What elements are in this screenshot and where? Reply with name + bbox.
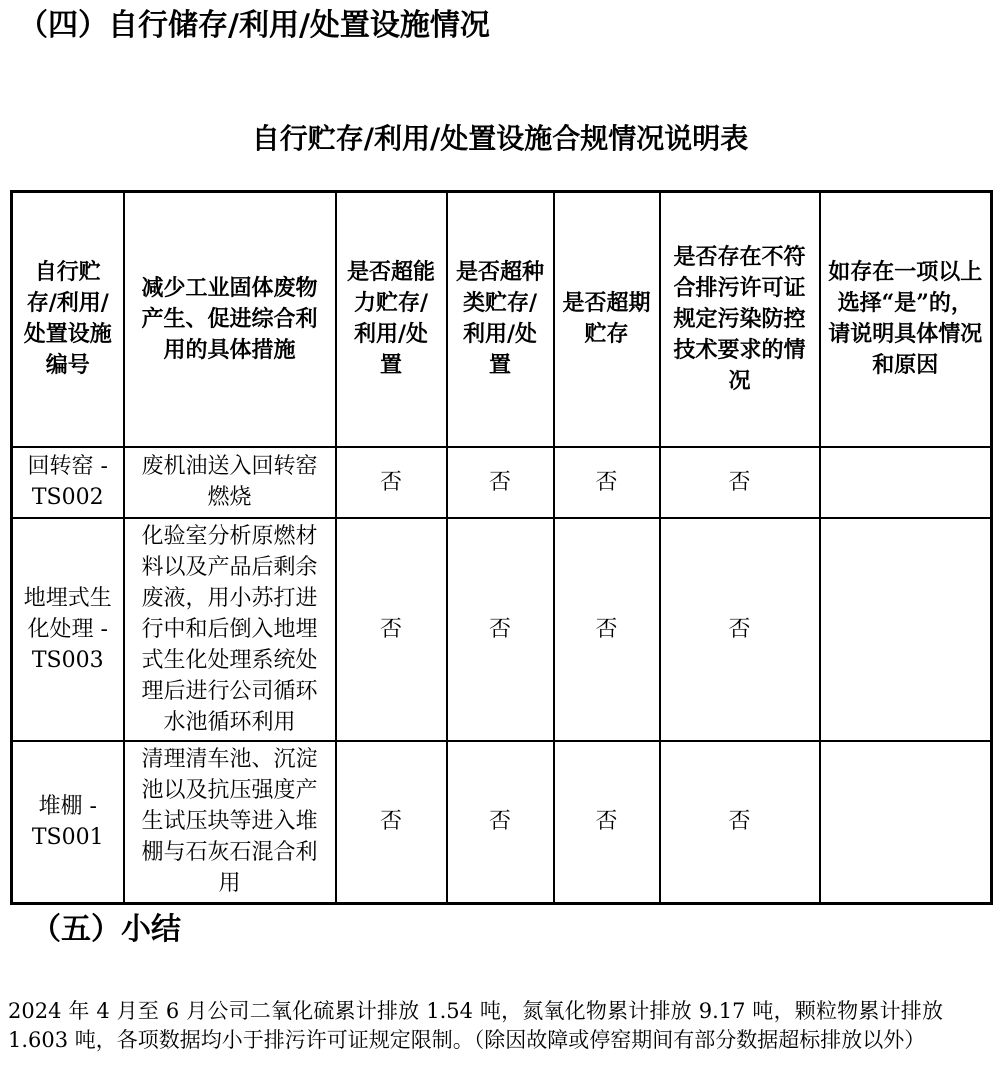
section-4-heading: （四）自行储存/利用/处置设施情况 — [18, 8, 490, 43]
column-header-over-period: 是否超期贮存 — [554, 192, 660, 447]
table-cell-noncompliance: 否 — [660, 447, 820, 518]
table-cell-explanation — [820, 741, 992, 904]
table-cell-over-period: 否 — [554, 741, 660, 904]
column-header-facility-id: 自行贮存/利用/处置设施编号 — [12, 192, 124, 447]
table-cell-facility-id: 堆棚 - TS001 — [12, 741, 124, 904]
table-cell-measures: 化验室分析原燃材料以及产品后剩余废液，用小苏打进行中和后倒入地埋式生化处理系统处理后进行公司循环水池循环利用 — [124, 518, 336, 741]
table-row — [12, 518, 992, 741]
table-cell-measures: 清理清车池、沉淀池以及抗压强度产生试压块等进入堆棚与石灰石混合利用 — [124, 741, 336, 904]
column-header-over-capacity: 是否超能力贮存/利用/处置 — [336, 192, 447, 447]
column-header-measures: 减少工业固体废物产生、促进综合利用的具体措施 — [124, 192, 336, 447]
table-cell-over-period: 否 — [554, 447, 660, 518]
table-cell-over-type: 否 — [447, 518, 554, 741]
table-title: 自行贮存/利用/处置设施合规情况说明表 — [251, 122, 749, 155]
table-cell-measures: 废机油送入回转窑燃烧 — [124, 447, 336, 518]
table-cell-facility-id: 回转窑 - TS002 — [12, 447, 124, 518]
table-cell-over-type: 否 — [447, 741, 554, 904]
table-cell-over-capacity: 否 — [336, 518, 447, 741]
table-cell-over-type: 否 — [447, 447, 554, 518]
table-row — [12, 741, 992, 904]
summary-paragraph: 2024 年 4 月至 6 月公司二氧化硫累计排放 1.54 吨，氮氧化物累计排放 9.17 吨，颗粒物累计排放 1.603 吨，各项数据均小于排污许可证规定限制。（除因故障或停窑期间有部分数据超标排放以外） — [8, 999, 943, 1052]
table-header-row — [12, 192, 992, 447]
table-cell-explanation — [820, 518, 992, 741]
table-cell-facility-id: 地埋式生化处理 - TS003 — [12, 518, 124, 741]
table-cell-over-period: 否 — [554, 518, 660, 741]
column-header-noncompliance: 是否存在不符合排污许可证规定污染防控技术要求的情况 — [660, 192, 820, 447]
table-cell-over-capacity: 否 — [336, 447, 447, 518]
section-5-heading: （五）小结 — [31, 912, 181, 947]
column-header-explanation: 如存在一项以上选择“是”的，请说明具体情况和原因 — [820, 192, 992, 447]
table-cell-explanation — [820, 447, 992, 518]
table-cell-noncompliance: 否 — [660, 741, 820, 904]
compliance-table — [10, 190, 993, 905]
table-row — [12, 447, 992, 518]
table-cell-over-capacity: 否 — [336, 741, 447, 904]
column-header-over-type: 是否超种类贮存/利用/处置 — [447, 192, 554, 447]
table-cell-noncompliance: 否 — [660, 518, 820, 741]
